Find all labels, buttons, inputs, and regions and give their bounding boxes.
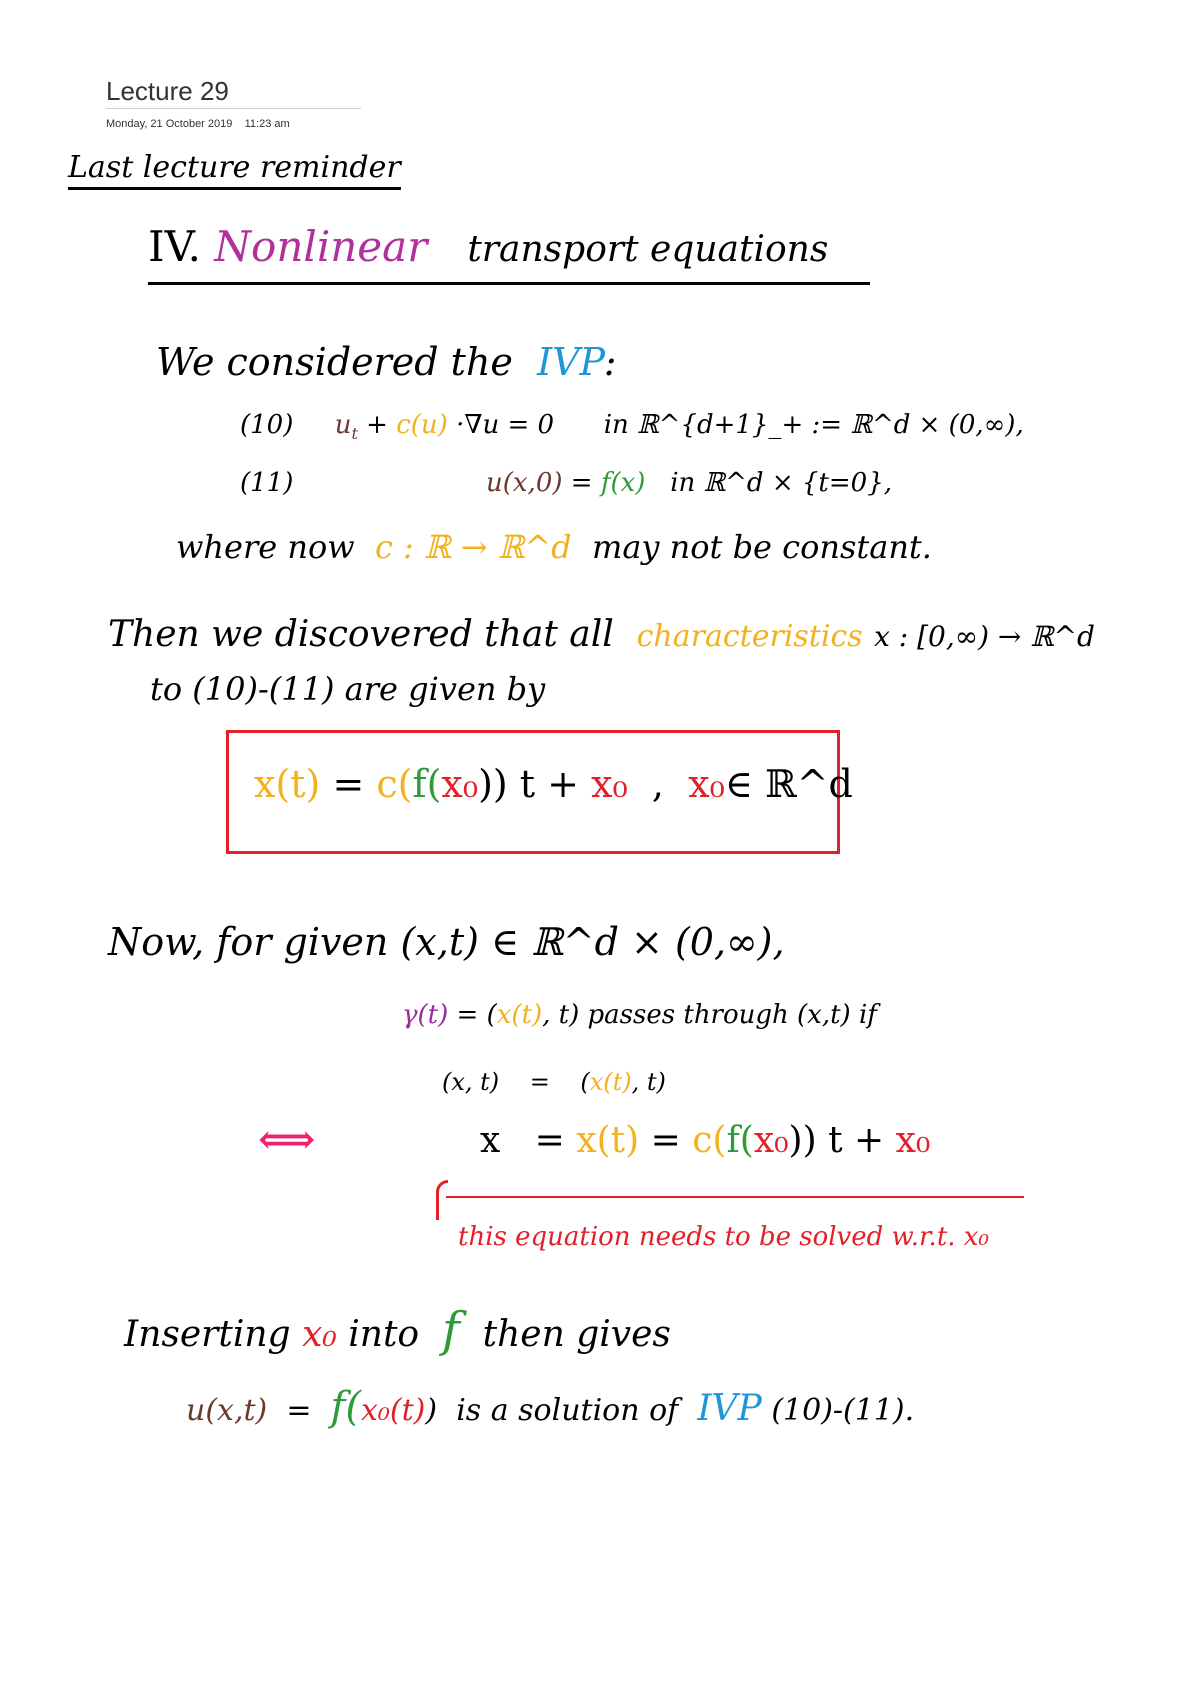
iff-symbol: ⟺ (258, 1116, 316, 1163)
eq10-domain: in ℝ^{d+1}_+ := ℝ^d × (0,∞), (603, 410, 1024, 440)
pair-x: x(t) (589, 1068, 632, 1096)
sol-eq: = (534, 1120, 565, 1161)
ivp-label: IVP (537, 340, 604, 384)
pair-line (442, 1068, 666, 1096)
equation-11-body (486, 468, 892, 498)
gamma-line (402, 1000, 877, 1030)
final-f: f( (330, 1384, 361, 1430)
eq10-c: c(u) (396, 410, 448, 440)
boxed-x0-a: x₀ (441, 762, 479, 806)
then-line-2: to (10)-(11) are given by (150, 670, 546, 708)
insert-c: then gives (482, 1314, 671, 1355)
final-ivp: IVP (697, 1388, 762, 1429)
section-heading (148, 222, 870, 285)
boxed-close: )) t + (478, 762, 579, 806)
boxed-xt: x(t) (254, 762, 321, 806)
eq11-u: u(x,0) (486, 468, 563, 498)
sol-close: )) t + (788, 1120, 885, 1161)
sol-eq2: = (650, 1120, 681, 1161)
eq11-domain: in ℝ^d × {t=0}, (670, 468, 893, 498)
sol-xt: x(t) (576, 1120, 640, 1161)
gamma-x: x(t) (496, 1000, 543, 1030)
pair-b: ( (580, 1068, 590, 1096)
final-text: is a solution of (456, 1393, 679, 1428)
pair-eq: = (529, 1068, 550, 1096)
boxed-in: ∈ ℝ^d (724, 762, 853, 806)
solution-line (480, 1120, 930, 1161)
final-end: (10)-(11). (771, 1393, 915, 1428)
where-b: may not be constant. (591, 528, 932, 566)
where-line (176, 528, 932, 566)
title-divider (106, 108, 361, 109)
insert-f: f (441, 1302, 460, 1358)
gamma-rest: , t) passes through (x,t) if (542, 1000, 877, 1030)
now-line: Now, for given (x,t) ∈ ℝ^d × (0,∞), (108, 920, 785, 964)
insert-line (124, 1302, 671, 1358)
gamma-g: γ(t) (402, 1000, 449, 1030)
boxed-comma: , (651, 762, 665, 806)
boxed-formula-content (254, 762, 853, 806)
gamma-eq: = ( (456, 1000, 497, 1030)
ivp-intro-line (156, 340, 617, 384)
final-u: u(x,t) (186, 1393, 268, 1428)
section-title-rest: transport equations (467, 229, 829, 270)
page-title: Lecture 29 (106, 76, 229, 106)
boxed-x0-c: x₀ (688, 762, 725, 806)
equation-10: (10) $u_t + c(u) \cdot\nabla u = 0$ in ℝ^{d+1}_+ := ℝ^d × (0,∞), (240, 410, 1024, 444)
where-c: c : ℝ → ℝ^d (374, 528, 572, 566)
boxed-eq: = (332, 762, 365, 806)
boxed-x0-b: x₀ (591, 762, 628, 806)
final-line (186, 1384, 914, 1430)
where-a: where now (176, 528, 355, 566)
solution-bracket (436, 1180, 448, 1220)
solution-underline (446, 1196, 1024, 1198)
then-x: x : [0,∞) → ℝ^d (874, 620, 1095, 653)
insert-b: into (348, 1314, 420, 1355)
pair-a: (x, t) (442, 1068, 500, 1096)
eq11-eq: = (570, 468, 593, 498)
eq10-rest: ·∇u = 0 (456, 410, 555, 440)
sol-c: c( (692, 1120, 727, 1161)
ivp-colon: : (603, 340, 617, 384)
final-eq: = (286, 1393, 312, 1428)
boxed-f: f( (412, 762, 442, 806)
eq10-u-t: u (334, 410, 352, 440)
sol-f: f( (726, 1120, 754, 1161)
boxed-c: c( (376, 762, 413, 806)
section-numeral: IV. (148, 222, 201, 271)
eq11-tag: (11) (240, 468, 294, 498)
pair-c: , t) (631, 1068, 666, 1096)
then-characteristics: characteristics (636, 619, 863, 654)
page-date-time: Monday, 21 October 2019 11:23 am (106, 118, 290, 130)
equation-11 (240, 468, 293, 498)
final-x0: x₀(t) (360, 1393, 426, 1428)
insert-a: Inserting (124, 1314, 291, 1355)
sol-x0-b: x₀ (895, 1120, 931, 1161)
then-a: Then we discovered that all (108, 614, 614, 655)
ivp-intro-text: We considered the (156, 340, 513, 384)
eq11-f: f(x) (600, 468, 646, 498)
recap-heading: Last lecture reminder (68, 150, 401, 190)
final-close: ) (425, 1393, 438, 1428)
sol-x0-a: x₀ (753, 1120, 789, 1161)
insert-x0: x₀ (302, 1314, 337, 1355)
red-note: this equation needs to be solved w.r.t. x₀ (458, 1222, 989, 1252)
section-nonlinear: Nonlinear (214, 222, 428, 271)
eq10-tag: (10) (240, 410, 294, 440)
then-line (108, 614, 1095, 655)
sol-x: x (480, 1120, 501, 1161)
